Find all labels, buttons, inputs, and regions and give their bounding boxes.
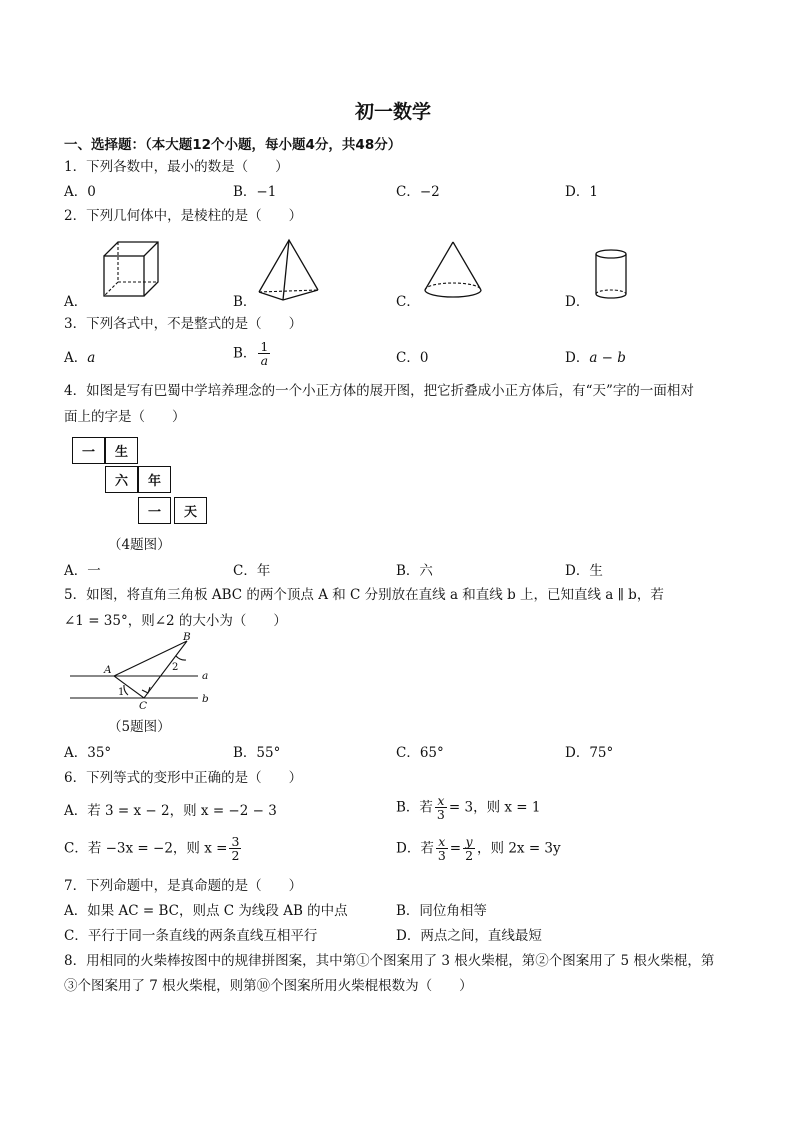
q2-option-d[interactable]: D． [565,294,590,310]
q6-option-c-prefix: C．若 −3x = −2，则 x = [64,840,228,857]
q6-option-d-equals: = [449,840,462,857]
q6-option-c[interactable] [64,835,243,862]
q2-stem: 2．下列几何体中，是棱柱的是（ ） [64,208,303,224]
q6-option-c-denominator: 2 [231,848,240,863]
net-cell: 六 [105,466,138,493]
q6-option-b[interactable] [396,794,540,821]
q6-option-b-suffix: = 3，则 x = 1 [448,799,541,816]
q2-option-b[interactable]: B． [233,294,257,310]
q1-option-b[interactable]: B．−1 [233,184,277,200]
q1-option-c[interactable]: C．−2 [396,184,440,200]
q3-stem: 3．下列各式中，不是整式的是（ ） [64,316,303,332]
q6-option-d-suffix: ，则 2x = 3y [477,840,561,857]
q1-option-a[interactable]: A．0 [64,184,96,200]
net-cell: 一 [138,497,171,524]
q5-option-a[interactable]: A．35° [64,745,112,761]
page-title: 初一数学 [355,101,432,123]
q7-option-b[interactable]: B．同位角相等 [396,903,487,919]
label-c-vertex: C [139,700,148,712]
q6-option-d[interactable] [396,835,561,862]
net-cell: 生 [105,437,138,464]
q2-option-a[interactable]: A． [64,294,88,310]
cube-figure [100,238,162,300]
label-a-vertex: A [104,664,112,676]
q3-option-b-denominator: a [260,353,269,368]
cylinder-figure [593,248,629,302]
q4-option-c[interactable]: C．年 [233,563,271,579]
cone-figure [422,240,484,302]
q3-option-b-numerator: 1 [260,339,269,354]
q3-option-d[interactable] [565,350,626,366]
label-angle-2: 2 [172,662,179,673]
q7-option-c[interactable]: C．平行于同一条直线的两条直线互相平行 [64,928,318,944]
net-cell: 年 [138,466,171,493]
label-b-vertex: B [183,631,191,643]
q5-option-d[interactable]: D．75° [565,745,614,761]
q6-option-d-denominator-1: 3 [437,848,446,863]
q7-option-d[interactable]: D．两点之间，直线最短 [396,928,542,944]
q3-option-a-label: A． [64,350,88,366]
label-line-b: b [202,693,209,705]
q6-option-a[interactable]: A．若 3 = x − 2，则 x = −2 − 3 [64,803,277,819]
q5-stem-line2: ∠1 = 35°，则∠2 的大小为（ ） [64,613,287,629]
net-cell: 一 [72,437,105,464]
q6-option-b-numerator: x [435,794,447,808]
q2-option-c[interactable]: C． [396,294,420,310]
q5-option-b[interactable]: B．55° [233,745,281,761]
q6-option-d-numerator-1: x [436,835,448,849]
q6-option-d-denominator-2: 2 [465,848,474,863]
q4-stem-line1: 4．如图是写有巴蜀中学培养理念的一个小正方体的展开图，把它折叠成小正方体后，有“天”字的一面相对 [64,383,694,399]
q3-option-d-expr: a − b [589,350,626,366]
q6-option-d-numerator-2: y [463,835,475,849]
q7-option-a[interactable]: A．如果 AC = BC，则点 C 为线段 AB 的中点 [64,903,348,919]
label-line-a: a [202,670,209,682]
q4-option-d[interactable]: D．生 [565,563,603,579]
q3-option-b-label: B． [233,345,257,362]
q8-stem-line2: ③个图案用了 7 根火柴棍，则第⑩个图案所用火柴棍根数为（ ） [64,978,473,994]
q8-stem-line1: 8．用相同的火柴棒按图中的规律拼图案，其中第①个图案用了 3 根火柴棍，第②个图案用了 5 根火柴棍，第 [64,953,715,969]
q3-option-a-expr: a [87,350,96,366]
q5-figure-caption: （5题图） [108,719,171,735]
triangle-parallel-lines-figure [68,632,218,712]
q6-option-b-prefix: B．若 [396,799,433,816]
q1-stem: 1．下列各数中，最小的数是（ ） [64,159,289,175]
label-angle-1: 1 [118,687,125,698]
q3-option-c[interactable]: C．0 [396,350,429,366]
q4-figure-caption: （4题图） [108,537,171,553]
q6-option-c-numerator: 3 [231,834,240,849]
q6-option-d-prefix: D．若 [396,840,434,857]
section-heading: 一、选择题：（本大题12个小题，每小题4分，共48分） [64,137,402,153]
q5-stem-line1: 5．如图，将直角三角板 ABC 的两个顶点 A 和 C 分别放在直线 a 和直线 b 上，已知直线 a ∥ b，若 [64,587,664,603]
q6-stem: 6．下列等式的变形中正确的是（ ） [64,770,303,786]
q4-stem-line2: 面上的字是（ ） [64,409,186,425]
q4-option-a[interactable]: A．一 [64,563,101,579]
pyramid-figure [256,238,322,302]
q3-option-a[interactable] [64,350,95,366]
q3-option-b[interactable] [233,340,272,367]
q5-option-c[interactable]: C．65° [396,745,444,761]
q4-option-b[interactable]: B．六 [396,563,433,579]
q3-option-d-label: D． [565,350,590,366]
q1-option-d[interactable]: D．1 [565,184,598,200]
q6-option-b-denominator: 3 [436,807,445,822]
q7-stem: 7．下列命题中，是真命题的是（ ） [64,878,303,894]
net-cell: 天 [174,497,207,524]
